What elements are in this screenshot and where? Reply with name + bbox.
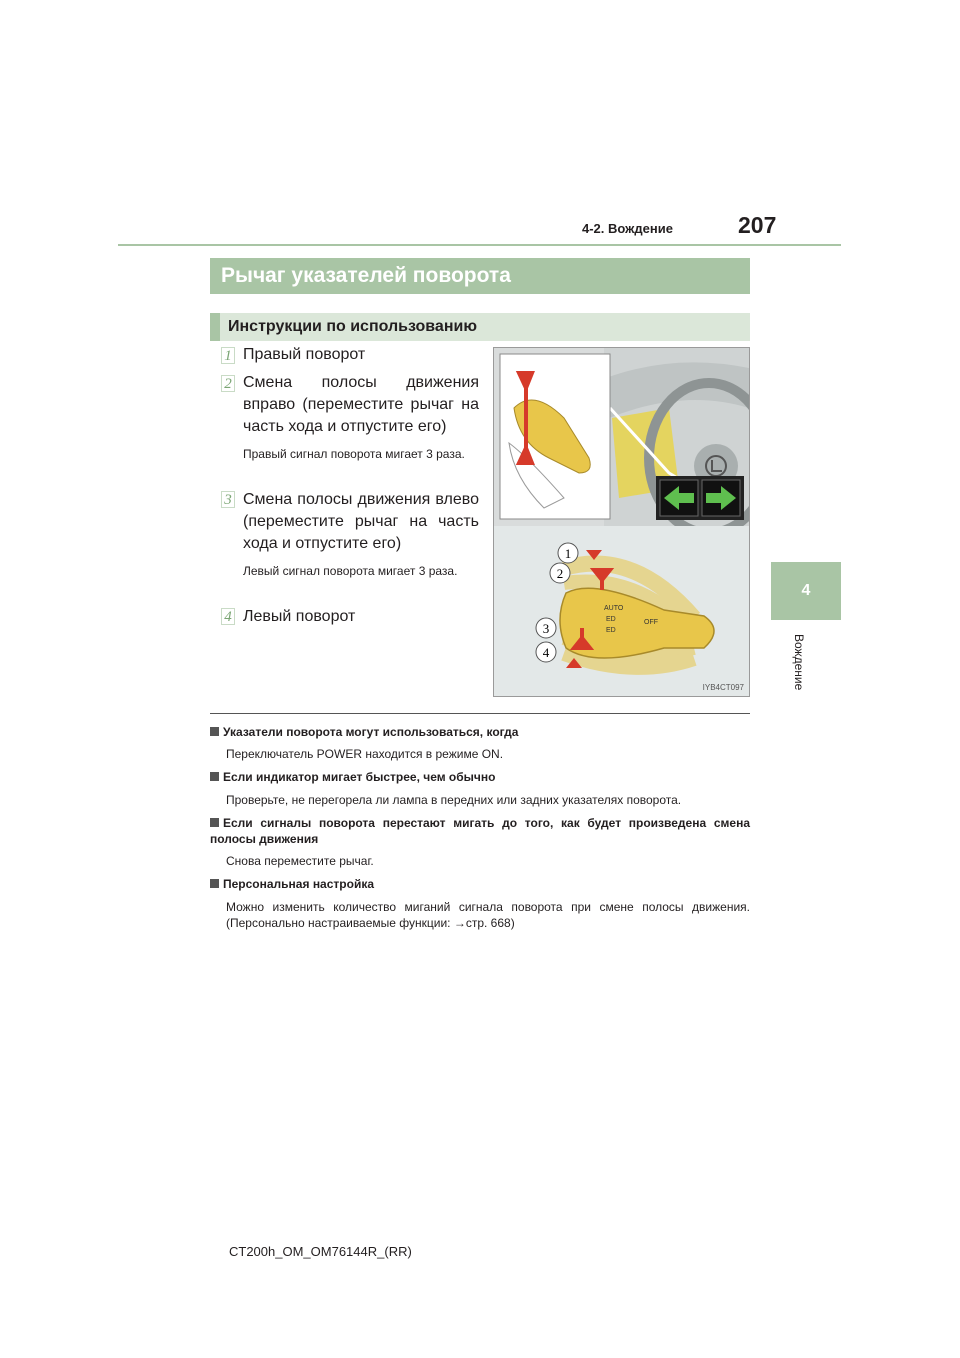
item-note-3: Левый сигнал поворота мигает 3 раза. [243, 564, 458, 578]
item-text-2: Смена полосы движения вправо (переместите рычаг на часть хода и отпустите его) [243, 374, 479, 435]
svg-text:3: 3 [542, 621, 550, 636]
item-text-1: Правый поворот [243, 346, 366, 363]
item-marker-4: 4 [221, 608, 235, 625]
chapter-tab: 4 [771, 562, 841, 620]
header-divider [118, 244, 841, 246]
lever-label-1: AUTO [604, 605, 624, 612]
lever-label-3: ED [606, 627, 616, 634]
lever-label-2: ED [606, 616, 616, 623]
page-title: Рычаг указателей поворота [210, 258, 750, 294]
document-code: CT200h_OM_OM76144R_(RR) [229, 1244, 412, 1259]
note-heading-3: Если сигналы поворота перестают мигать до того, как будет произведена смена полосы движения [210, 816, 750, 846]
note-body-3: Снова переместите рычаг. [226, 854, 374, 868]
lever-label-4: OFF [644, 619, 658, 626]
note-heading-1: Указатели поворота могут использоваться, когда [210, 724, 750, 740]
callout-3 [536, 618, 556, 638]
svg-text:2: 2 [556, 566, 564, 581]
note-heading-4: Персональная настройка [210, 876, 750, 892]
figure-code: IYB4CT097 [702, 683, 744, 692]
left-arrow-icon [660, 480, 698, 516]
item-text-4: Левый поворот [243, 608, 356, 625]
note-heading-2: Если индикатор мигает быстрее, чем обычно [210, 769, 750, 785]
callout-4 [536, 642, 556, 662]
svg-text:1: 1 [564, 546, 572, 561]
item-text-3: Смена полосы движения влево (переместите рычаг на часть хода и отпустите его) [243, 491, 479, 552]
item-marker-2: 2 [221, 375, 235, 392]
section-subtitle: Инструкции по использованию [210, 313, 750, 341]
notes-divider [210, 713, 750, 714]
item-marker-3: 3 [221, 491, 235, 508]
callout-1 [558, 543, 578, 563]
section-title: 4-2. Вождение [582, 221, 673, 236]
svg-text:4: 4 [542, 645, 550, 660]
note-body-1: Переключатель POWER находится в режиме ON. [226, 747, 504, 761]
note-body-2: Проверьте, не перегорела ли лампа в передних или задних указателях поворота. [226, 793, 682, 807]
page-number: 207 [738, 212, 777, 238]
chapter-tab-label: Вождение [792, 634, 806, 691]
item-note-2: Правый сигнал поворота мигает 3 раза. [243, 447, 465, 461]
callout-2 [550, 563, 570, 583]
turn-signal-illustration [493, 347, 750, 697]
right-arrow-icon [702, 480, 740, 516]
note-body-4: Можно изменить количество миганий сигнала поворота при смене полосы движения. (Персонально настраиваемые функции: →стр. 668) [226, 900, 750, 930]
item-marker-1: 1 [221, 347, 235, 364]
